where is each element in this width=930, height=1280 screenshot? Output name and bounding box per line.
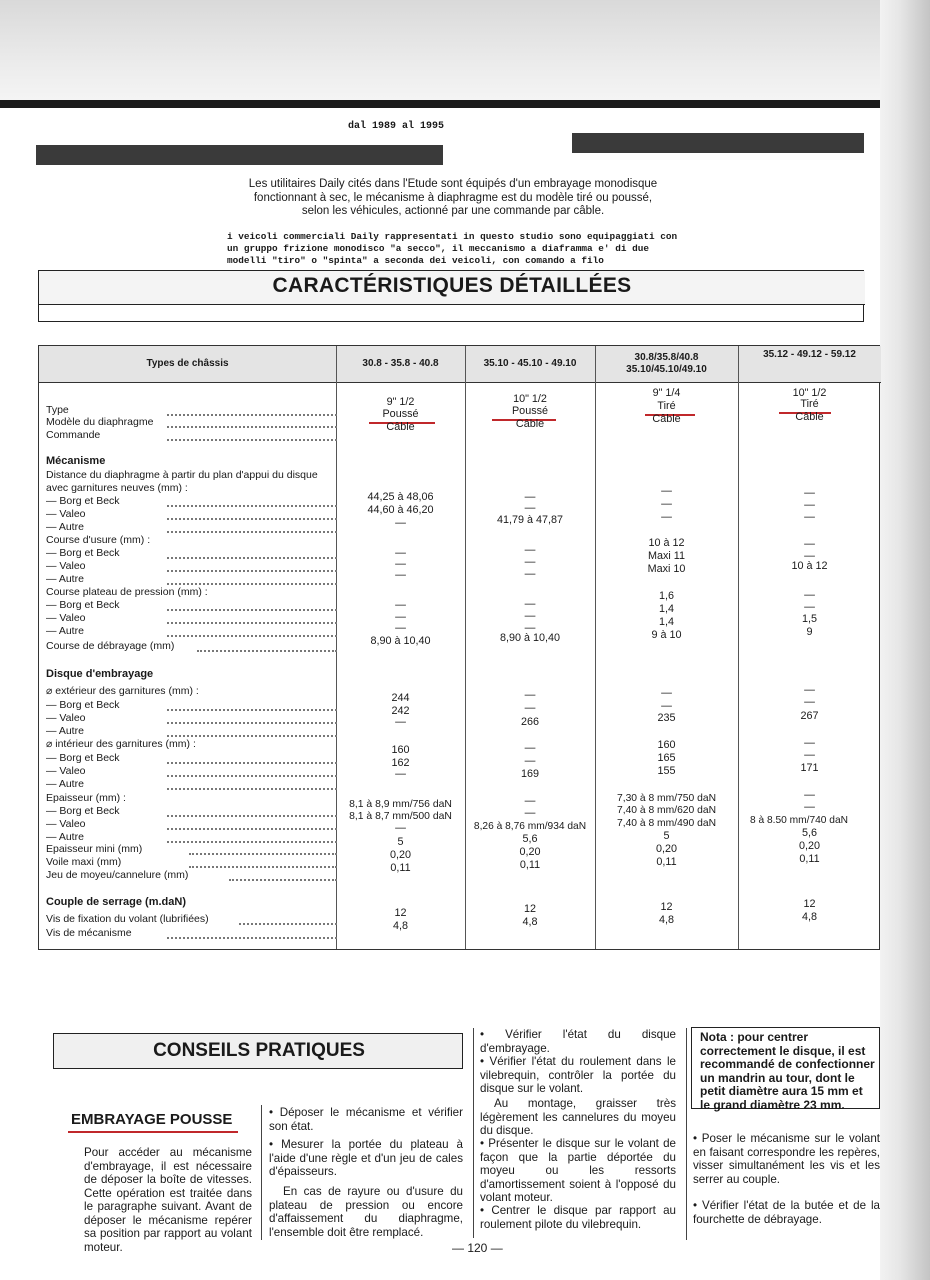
c1-ep-valeo: 8,1 à 8,7 mm/500 daN	[349, 811, 452, 822]
c2-ep-autre: 8,26 à 8,76 mm/934 daN	[473, 821, 587, 832]
header-types-chassis: Types de châssis	[146, 358, 229, 369]
c1-e-autre: —	[395, 716, 406, 728]
c4-voile: 0,20	[798, 840, 820, 852]
c1-i-autre: —	[395, 768, 406, 780]
c2-u-borg: —	[524, 544, 536, 556]
specifications-table	[38, 345, 880, 950]
c3-e-autre: 235	[657, 712, 676, 724]
c2-ep-valeo: —	[524, 807, 536, 819]
conseils-paragraph: En cas de rayure ou d'usure du plateau de pression ou encore d'affaissement du diaphragme, l'ensemble doit être remplacé.	[269, 1185, 463, 1239]
c2-vis-meca: 4,8	[522, 916, 538, 928]
c2-e-autre: 266	[520, 716, 539, 728]
c1-ep-autre: —	[395, 822, 406, 834]
c2-d-borg: —	[524, 491, 536, 503]
c3-vis-volant: 12	[660, 901, 673, 913]
conseils-paragraph: • Vérifier l'état du disque d'embrayage.	[480, 1028, 676, 1055]
c1-p-valeo: —	[395, 611, 406, 623]
leader-dots	[167, 418, 337, 428]
header-col-2: 35.10 - 45.10 - 49.10	[483, 358, 577, 369]
page-number: — 120 —	[452, 1241, 503, 1255]
c3-d-valeo: —	[661, 498, 672, 510]
scan-top-shadow	[0, 0, 930, 108]
leader-dots	[167, 767, 337, 777]
c4-e-autre: 267	[800, 710, 819, 722]
label-valeo: — Valeo	[46, 765, 86, 777]
conseils-paragraph: • Centrer le disque par rapport au roulement pilote du vilebrequin.	[480, 1204, 676, 1231]
c4-commande: Câble	[795, 411, 824, 423]
c1-e-valeo: 242	[391, 705, 410, 717]
c4-d-autre: —	[804, 511, 815, 523]
c2-i-autre: 169	[520, 768, 539, 780]
header-col-3	[595, 346, 738, 382]
c3-e-valeo: —	[661, 700, 672, 712]
c1-vis-meca: 4,8	[392, 920, 408, 932]
intro-french: Les utilitaires Daily cités dans l'Etude sont équipés d'un embrayage monodisque fonctionnant à sec, le mécanisme à diaphragme est du modèle tiré ou poussé, selon les véhicules, actionné par une commande par câble.	[248, 178, 658, 217]
c3-p-valeo: 1,4	[658, 603, 674, 615]
conseils-paragraph: Au montage, graisser très légèrement les cannelures du moyeu du disque.	[480, 1097, 676, 1137]
conseils-title: CONSEILS PRATIQUES	[153, 1040, 365, 1061]
leader-dots	[239, 915, 337, 925]
c3-jeu: 0,11	[656, 856, 677, 868]
conseils-paragraph: • Vérifier l'état de la butée et de la fourchette de débrayage.	[693, 1199, 880, 1226]
nota-box: Nota : pour centrer correctement le disque, il est recommandé de confectionner un mandrin au tour, dont le petit diamètre aura 15 mm et le grand diamètre 23 mm.	[691, 1027, 880, 1109]
leader-dots	[167, 549, 337, 559]
c1-jeu: 0,11	[390, 862, 411, 874]
c4-d-valeo: —	[804, 499, 815, 511]
c3-ep-valeo: 7,40 à 8 mm/620 daN	[616, 805, 717, 816]
c2-e-borg: —	[524, 689, 536, 701]
column-separator	[473, 1028, 474, 1238]
leader-dots	[167, 523, 337, 533]
leader-dots	[167, 562, 337, 572]
c3-mini: 5	[663, 830, 670, 842]
c3-u-borg: 10 à 12	[648, 537, 685, 549]
c3-voile: 0,20	[655, 843, 677, 855]
label-modele: Modèle du diaphragme	[46, 416, 154, 428]
label-valeo: — Valeo	[46, 818, 86, 830]
c3-e-borg: —	[661, 687, 672, 699]
leader-dots	[167, 929, 337, 939]
c1-modele: Poussé	[382, 408, 419, 420]
c1-i-valeo: 162	[391, 757, 410, 769]
c1-vis-volant: 12	[394, 907, 407, 919]
c1-commande: Câble	[386, 421, 415, 433]
c3-vis-meca: 4,8	[658, 914, 674, 926]
label-course-usure: Course d'usure (mm) :	[46, 534, 151, 546]
heading-underline	[68, 1131, 238, 1133]
label-diam-int: ⌀ intérieur des garnitures (mm) :	[46, 738, 196, 750]
header-col-4: 35.12 - 49.12 - 59.12	[763, 349, 856, 360]
conseils-paragraph: • Présenter le disque sur le volant de façon que la partie déportée du moyeu ou les ressorts d'amortissement soient à l'opposé du volant moteur.	[480, 1137, 676, 1204]
c1-mini: 5	[397, 836, 404, 848]
c1-p-borg: —	[395, 599, 406, 611]
c2-jeu: 0,11	[519, 859, 541, 871]
c1-debrayage: 8,90 à 10,40	[370, 635, 431, 647]
c1-u-borg: —	[395, 547, 406, 559]
label-mecanisme: Mécanisme	[46, 455, 106, 467]
c2-vis-volant: 12	[523, 903, 536, 915]
label-valeo: — Valeo	[46, 560, 86, 572]
c1-d-borg: 44,25 à 48,06	[367, 491, 434, 503]
leader-dots	[167, 780, 337, 790]
c4-mini: 5,6	[801, 827, 817, 839]
c4-p-valeo: —	[804, 601, 815, 613]
label-voile: Voile maxi (mm)	[46, 856, 122, 868]
c3-ep-borg: 7,30 à 8 mm/750 daN	[616, 793, 717, 804]
label-epaisseur-mini: Epaisseur mini (mm)	[46, 843, 143, 855]
c4-u-autre: 10 à 12	[791, 560, 828, 572]
scan-right-shadow	[880, 0, 930, 1280]
column-separator	[261, 1105, 262, 1240]
c4-i-valeo: —	[804, 749, 815, 761]
c1-u-valeo: —	[395, 558, 406, 570]
intro-italian-line: i veicoli commerciali Daily rappresentati in questo studio sono equipaggiati con	[227, 231, 678, 242]
leader-dots	[167, 406, 337, 416]
label-borg: — Borg et Beck	[46, 805, 120, 817]
leader-dots	[167, 727, 337, 737]
label-valeo: — Valeo	[46, 712, 86, 724]
label-autre: — Autre	[46, 521, 84, 533]
header-band-left	[36, 145, 443, 165]
c2-i-valeo: —	[524, 755, 536, 767]
c3-debrayage: 9 à 10	[651, 629, 682, 641]
c2-d-valeo: —	[524, 502, 536, 514]
section-title-box	[38, 270, 864, 322]
label-epaisseur: Epaisseur (mm) :	[46, 792, 126, 804]
c4-modele: Tiré	[800, 398, 819, 410]
c4-jeu: 0,11	[799, 853, 820, 865]
leader-dots	[229, 871, 337, 881]
label-jeu: Jeu de moyeu/cannelure (mm)	[46, 869, 189, 881]
label-borg: — Borg et Beck	[46, 547, 120, 559]
header-col-3-line-2: 35.10/45.10/49.10	[626, 364, 707, 375]
c4-i-autre: 171	[800, 762, 819, 774]
c1-u-autre: —	[395, 569, 406, 581]
c3-modele: Tiré	[657, 400, 676, 412]
leader-dots	[167, 575, 337, 585]
section-title: CARACTÉRISTIQUES DÉTAILLÉES	[272, 274, 632, 297]
label-autre: — Autre	[46, 725, 84, 737]
column-separator	[686, 1028, 687, 1240]
c2-mini: 5,6	[522, 833, 538, 845]
c4-e-valeo: —	[804, 696, 815, 708]
c4-ep-borg: —	[804, 789, 815, 801]
label-vis-meca: Vis de mécanisme	[46, 927, 132, 939]
c4-type: 10" 1/2	[792, 387, 827, 399]
c4-u-borg: —	[804, 538, 815, 550]
c4-debrayage: 9	[806, 626, 813, 638]
header-col-1: 30.8 - 35.8 - 40.8	[362, 358, 439, 369]
label-valeo: — Valeo	[46, 612, 86, 624]
c1-i-borg: 160	[391, 744, 410, 756]
c1-d-valeo: 44,60 à 46,20	[367, 504, 434, 516]
leader-dots	[167, 614, 337, 624]
leader-dots	[167, 627, 337, 637]
label-autre: — Autre	[46, 573, 84, 585]
c1-type: 9" 1/2	[386, 396, 415, 408]
c1-ep-borg: 8,1 à 8,9 mm/756 daN	[349, 799, 452, 810]
c2-commande: Câble	[515, 418, 545, 430]
embrayage-pousse-heading: EMBRAYAGE POUSSE	[71, 1111, 233, 1128]
conseils-paragraph: • Vérifier l'état du roulement dans le vilebrequin, contrôler la portée du disque sur le volant.	[480, 1055, 676, 1095]
conseils-paragraph: • Poser le mécanisme sur le volant en faisant correspondre les repères, visser simultanément les vis et les serrer au couple.	[693, 1132, 880, 1186]
leader-dots	[167, 701, 337, 711]
c4-vis-volant: 12	[803, 898, 816, 910]
label-distance: Distance du diaphragme à partir du plan d'appui du disque	[46, 469, 318, 481]
header-band-right	[572, 133, 864, 153]
c4-u-valeo: —	[804, 550, 815, 562]
label-borg: — Borg et Beck	[46, 599, 120, 611]
c2-modele: Poussé	[511, 405, 548, 417]
label-course-debrayage: Course de débrayage (mm)	[46, 640, 175, 652]
leader-dots	[167, 714, 337, 724]
top-rule	[0, 100, 880, 108]
c1-e-borg: 244	[391, 692, 410, 704]
c2-p-valeo: —	[524, 610, 536, 622]
c2-u-valeo: —	[524, 556, 536, 568]
conseils-paragraph: • Mesurer la portée du plateau à l'aide d'une règle et d'un jeu de cales d'épaisseurs.	[269, 1138, 463, 1178]
c2-u-autre: —	[524, 568, 536, 580]
c3-p-autre: 1,4	[658, 616, 674, 628]
label-autre: — Autre	[46, 778, 84, 790]
c2-p-borg: —	[524, 598, 536, 610]
leader-dots	[167, 833, 337, 843]
leader-dots	[167, 820, 337, 830]
label-autre: — Autre	[46, 831, 84, 843]
conseils-paragraph: Pour accéder au mécanisme d'embrayage, il est nécessaire de déposer la boîte de vitesses. Cette opération est traitée dans le paragraphe suivant. Avant de déposer le mécanisme repérer sa position par rapport au volant moteur.	[84, 1146, 252, 1254]
leader-dots	[167, 807, 337, 817]
c3-type: 9" 1/4	[652, 387, 681, 399]
leader-dots	[197, 642, 337, 652]
c4-p-borg: —	[804, 589, 815, 601]
c3-u-autre: Maxi 10	[647, 563, 686, 575]
c1-d-autre: —	[395, 517, 406, 529]
c4-vis-meca: 4,8	[801, 911, 817, 923]
leader-dots	[167, 510, 337, 520]
c1-voile: 0,20	[389, 849, 411, 861]
c3-i-valeo: 165	[657, 752, 676, 764]
conseils-paragraph: • Déposer le mécanisme et vérifier son état.	[269, 1106, 463, 1133]
intro-italian-line: un gruppo frizione monodisco "a secco", il meccanismo a diaframma e' di due	[227, 243, 649, 254]
c3-d-autre: —	[661, 511, 672, 523]
c4-e-borg: —	[804, 684, 815, 696]
intro-italian-line: modelli "tiro" o "spinta" a seconda dei veicoli, con comando a filo	[227, 255, 604, 266]
intro-italian	[227, 231, 727, 267]
label-type: Type	[46, 404, 69, 416]
label-avec-garnitures: avec garnitures neuves (mm) :	[46, 482, 188, 494]
c4-i-borg: —	[804, 737, 815, 749]
c3-i-autre: 155	[657, 765, 676, 777]
c3-i-borg: 160	[657, 739, 676, 751]
label-borg: — Borg et Beck	[46, 752, 120, 764]
c2-debrayage: 8,90 à 10,40	[499, 632, 561, 644]
leader-dots	[167, 754, 337, 764]
c3-u-valeo: Maxi 11	[647, 550, 685, 562]
leader-dots	[189, 845, 337, 855]
label-course-plateau: Course plateau de pression (mm) :	[46, 586, 208, 598]
c4-ep-autre: 8 à 8.50 mm/740 daN	[750, 815, 848, 826]
c4-p-autre: 1,5	[801, 613, 817, 625]
years-label: dal 1989 al 1995	[348, 121, 445, 132]
label-commande: Commande	[46, 429, 101, 441]
c3-ep-autre: 7,40 à 8 mm/490 daN	[616, 818, 717, 829]
label-vis-volant: Vis de fixation du volant (lubrifiées)	[46, 913, 209, 925]
c2-i-borg: —	[524, 742, 536, 754]
c2-ep-borg: —	[524, 795, 536, 807]
label-couple: Couple de serrage (m.daN)	[46, 896, 186, 908]
c4-d-borg: —	[804, 487, 815, 499]
label-autre: — Autre	[46, 625, 84, 637]
label-borg: — Borg et Beck	[46, 699, 120, 711]
c2-p-autre: —	[524, 622, 536, 634]
c4-ep-valeo: —	[804, 801, 815, 813]
leader-dots	[167, 497, 337, 507]
label-valeo: — Valeo	[46, 508, 86, 520]
c2-e-valeo: —	[524, 702, 536, 714]
label-disque: Disque d'embrayage	[46, 668, 154, 680]
c3-commande: Câble	[652, 413, 681, 425]
label-diam-ext: ⌀ extérieur des garnitures (mm) :	[46, 685, 199, 697]
header-col-3-line-1: 30.8/35.8/40.8	[634, 352, 699, 363]
leader-dots	[189, 858, 337, 868]
c2-voile: 0,20	[519, 846, 541, 858]
c2-type: 10" 1/2	[513, 393, 547, 405]
c2-d-autre: 41,79 à 47,87	[496, 514, 564, 526]
c3-d-borg: —	[661, 485, 672, 497]
conseils-title-box	[53, 1033, 463, 1069]
leader-dots	[167, 601, 337, 611]
c3-p-borg: 1,6	[658, 590, 674, 602]
c1-p-autre: —	[395, 622, 406, 634]
leader-dots	[167, 431, 337, 441]
label-borg: — Borg et Beck	[46, 495, 120, 507]
